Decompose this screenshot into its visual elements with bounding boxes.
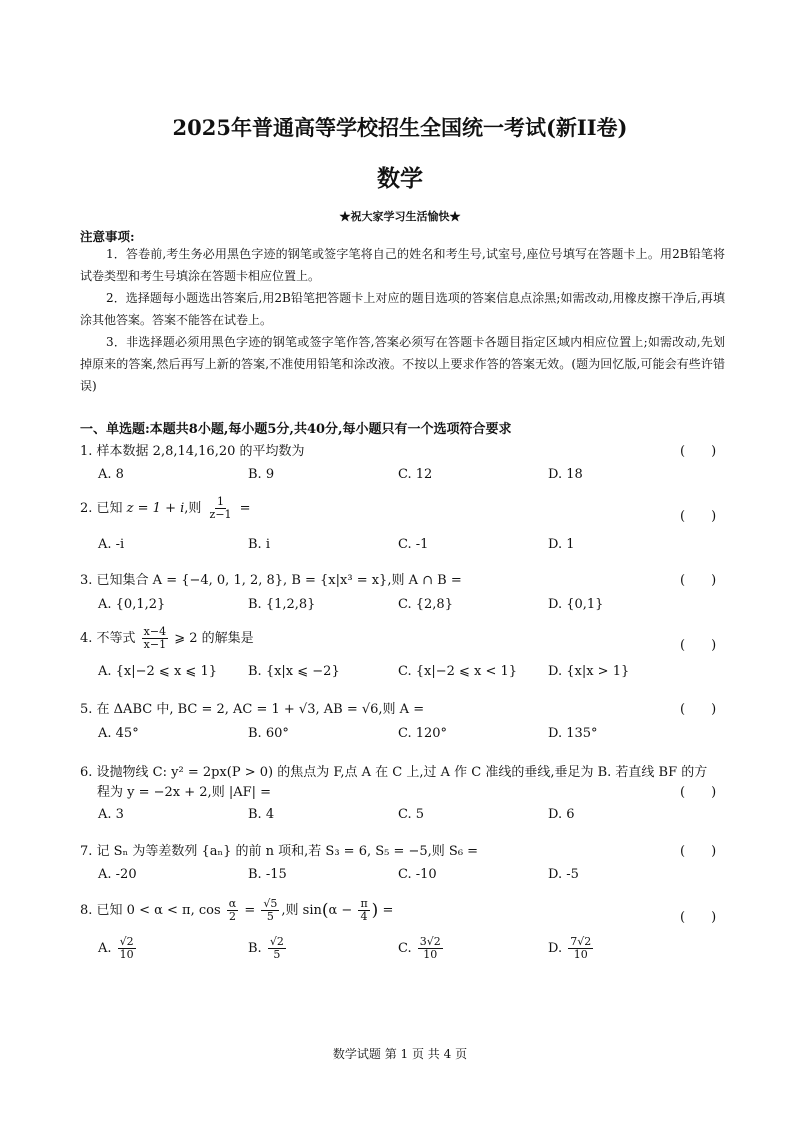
note-item-2: 2．选择题每小题选出答案后,用2B铅笔把答题卡上对应的题目选项的答案信息点涂黑;如需改动,用橡皮擦干净后,再填涂其他答案。答案不能答在试卷上。: [80, 291, 725, 327]
question-8-stem: 8. 已知 0 < α < π, cos $\frac{\alpha}{2}$ = $\frac{√5}{5}$ ,则 sin(α − $\frac{\pi}{4}$ ) =: [80, 897, 394, 923]
q8-option-c: C. $\frac{3√2}{10}$: [398, 935, 441, 961]
answer-paren-4: ( ): [680, 638, 717, 653]
q5-option-c: C. 120°: [398, 726, 448, 741]
q2-option-c: C. -1: [398, 537, 429, 552]
q6-option-a: A. 3: [98, 807, 124, 822]
q5-option-b: B. 60°: [248, 726, 289, 741]
answer-paren-3: ( ): [680, 573, 717, 588]
note-item-1: 1．答卷前,考生务必用黑色字迹的钢笔或签字笔将自己的姓名和考生号,试室号,座位号填写在答题卡上。用2B铅笔将试卷类型和考生号填涂在答题卡相应位置上。: [80, 247, 725, 283]
q1-option-c: C. 12: [398, 467, 433, 482]
fraction: $\frac{1}{z-1}$: [209, 495, 232, 521]
q2-option-a: A. -i: [98, 537, 125, 552]
q1-option-d: D. 18: [548, 467, 583, 482]
fraction: $\frac{\alpha}{2}$: [228, 897, 237, 923]
q6-option-b: B. 4: [248, 807, 275, 822]
fraction: $\frac{√5}{5}$: [263, 897, 278, 923]
q3-option-c: C. {2,8}: [398, 597, 453, 612]
q3-option-b: B. {1,2,8}: [248, 597, 316, 612]
q2-option-b: B. i: [248, 537, 270, 552]
answer-paren-6: ( ): [680, 785, 717, 800]
q4-option-d: D. {x|x > 1}: [548, 664, 630, 679]
q8-option-d: D. $\frac{7√2}{10}$: [548, 935, 592, 961]
q2-option-d: D. 1: [548, 537, 575, 552]
answer-paren-5: ( ): [680, 702, 717, 717]
q8-option-b: B. $\frac{√2}{5}$: [248, 935, 284, 961]
question-6-stem-line2: 程为 y = −2x + 2,则 |AF| =: [97, 785, 272, 800]
note-item-3: 3．非选择题必须用黑色字迹的钢笔或签字笔作答,答案必须写在答题卡各题目指定区域内相应位置上;如需改动,先划掉原来的答案,然后再写上新的答案,不准使用铅笔和涂改液。不按以上要求作答的答案无效。(题为回忆版,可能会有些许错误): [80, 335, 725, 393]
q4-option-c: C. {x|−2 ⩽ x < 1}: [398, 664, 518, 679]
subject-title: 数学: [377, 165, 423, 192]
page-footer: 数学试题 第 1 页 共 4 页: [332, 1047, 468, 1061]
answer-paren-1: ( ): [680, 444, 717, 459]
q5-option-a: A. 45°: [98, 726, 139, 741]
q4-option-b: B. {x|x ⩽ −2}: [248, 664, 340, 679]
answer-paren-7: ( ): [680, 844, 717, 859]
fraction: $\frac{x-4}{x-1}$: [143, 625, 167, 651]
question-4-stem: 4. 不等式 $\frac{x-4}{x-1}$ ⩾ 2 的解集是: [80, 625, 254, 651]
q3-option-a: A. {0,1,2}: [98, 597, 166, 612]
section-heading: 一、单选题:本题共8小题,每小题5分,共40分,每小题只有一个选项符合要求: [80, 422, 512, 437]
question-1-stem: 1. 样本数据 2,8,14,16,20 的平均数为: [80, 444, 305, 459]
q1-option-a: A. 8: [98, 467, 124, 482]
q7-option-a: A. -20: [98, 867, 137, 882]
q7-option-b: B. -15: [248, 867, 287, 882]
exam-title: 2025年普通高等学校招生全国统一考试(新II卷): [172, 115, 628, 140]
q1-option-b: B. 9: [248, 467, 275, 482]
question-7-stem: 7. 记 Sₙ 为等差数列 {aₙ} 的前 n 项和,若 S₃ = 6, S₅ = −5,则 S₆ =: [80, 844, 479, 859]
q7-option-c: C. -10: [398, 867, 437, 882]
q5-option-d: D. 135°: [548, 726, 598, 741]
q8-option-a: A. $\frac{√2}{10}$: [98, 935, 134, 961]
q4-option-a: A. {x|−2 ⩽ x ⩽ 1}: [98, 664, 217, 679]
blessing-line: ★祝大家学习生活愉快★: [339, 210, 461, 223]
question-2-stem: 2. 已知 z = 1 + i,则 $\frac{1}{z-1}$ =: [80, 495, 251, 521]
answer-paren-8: ( ): [680, 910, 717, 925]
question-6-stem-line1: 6. 设抛物线 C: y² = 2px(P > 0) 的焦点为 F,点 A 在 C 上,过 A 作 C 准线的垂线,垂足为 B. 若直线 BF 的方: [80, 765, 708, 780]
q3-option-d: D. {0,1}: [548, 597, 604, 612]
fraction: $\frac{\pi}{4}$: [360, 897, 368, 923]
notes-heading: 注意事项:: [80, 229, 135, 244]
answer-paren-2: ( ): [680, 509, 717, 524]
q6-option-d: D. 6: [548, 807, 575, 822]
question-3-stem: 3. 已知集合 A = {−4, 0, 1, 2, 8}, B = {x|x³ = x},则 A ∩ B =: [80, 573, 462, 588]
q7-option-d: D. -5: [548, 867, 579, 882]
question-5-stem: 5. 在 ΔABC 中, BC = 2, AC = 1 + √3, AB = √6,则 A =: [80, 702, 425, 717]
q6-option-c: C. 5: [398, 807, 425, 822]
